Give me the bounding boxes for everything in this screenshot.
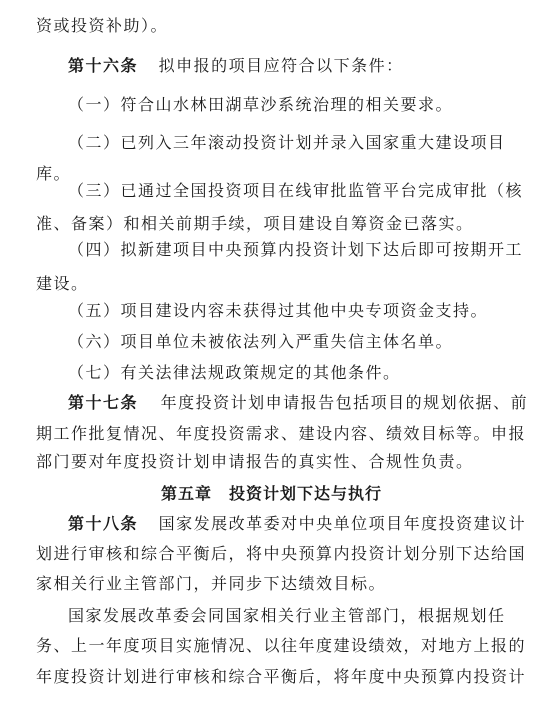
article-label: 第十八条 [68, 514, 139, 533]
condition-item: （三）已通过全国投资项目在线审批监管平台完成审批（核 [68, 181, 524, 200]
text-line: 年度投资计划进行审核和综合平衡后，将年度中央预算内投资计 [36, 667, 527, 686]
text-line: 家相关行业主管部门，并同步下达绩效目标。 [36, 574, 387, 593]
article-label: 第十七条 [68, 393, 139, 412]
chapter-title: 第五章 投资计划下达与执行 [161, 484, 383, 503]
text-line: 期工作批复情况、年度投资需求、建设内容、绩效目标等。申报 [36, 424, 527, 443]
article-intro: 拟申报的项目应符合以下条件： [158, 56, 404, 75]
condition-item-continuation: 准、备案）和相关前期手续，项目建设自筹资金已落实。 [36, 214, 474, 233]
condition-item: （七）有关法律法规政策规定的其他条件。 [68, 363, 401, 382]
text-line: 部门要对年度投资计划申请报告的真实性、合规性负责。 [36, 452, 474, 471]
text-line: 务、上一年度项目实施情况、以往年度建设绩效，对地方上报的 [36, 636, 527, 655]
text-line: 国家发展改革委会同国家相关行业主管部门，根据规划任 [68, 606, 506, 625]
article-text: 国家发展改革委对中央单位项目年度投资建议计 [158, 514, 527, 533]
condition-item-continuation: 建设。 [36, 274, 89, 293]
text-line: 划进行审核和综合平衡后，将中央预算内投资计划分别下达给国 [36, 544, 527, 563]
condition-item: （六）项目单位未被依法列入严重失信主体名单。 [68, 332, 454, 351]
condition-item: （四）拟新建项目中央预算内投资计划下达后即可按期开工 [68, 240, 524, 259]
article-18-line [68, 514, 526, 534]
text-line: 资或投资补助）。 [36, 16, 169, 35]
article-16-heading [68, 56, 404, 76]
condition-item: （五）项目建设内容未获得过其他中央专项资金支持。 [68, 301, 489, 320]
condition-item: （二）已列入三年滚动投资计划并录入国家重大建设项目 [68, 133, 506, 152]
article-label: 第十六条 [68, 56, 139, 75]
condition-item: （一）符合山水林田湖草沙系统治理的相关要求。 [68, 95, 454, 114]
article-17-line [68, 393, 528, 413]
article-text: 年度投资计划申请报告包括项目的规划依据、前 [160, 393, 529, 412]
condition-item-continuation: 库。 [36, 164, 72, 183]
